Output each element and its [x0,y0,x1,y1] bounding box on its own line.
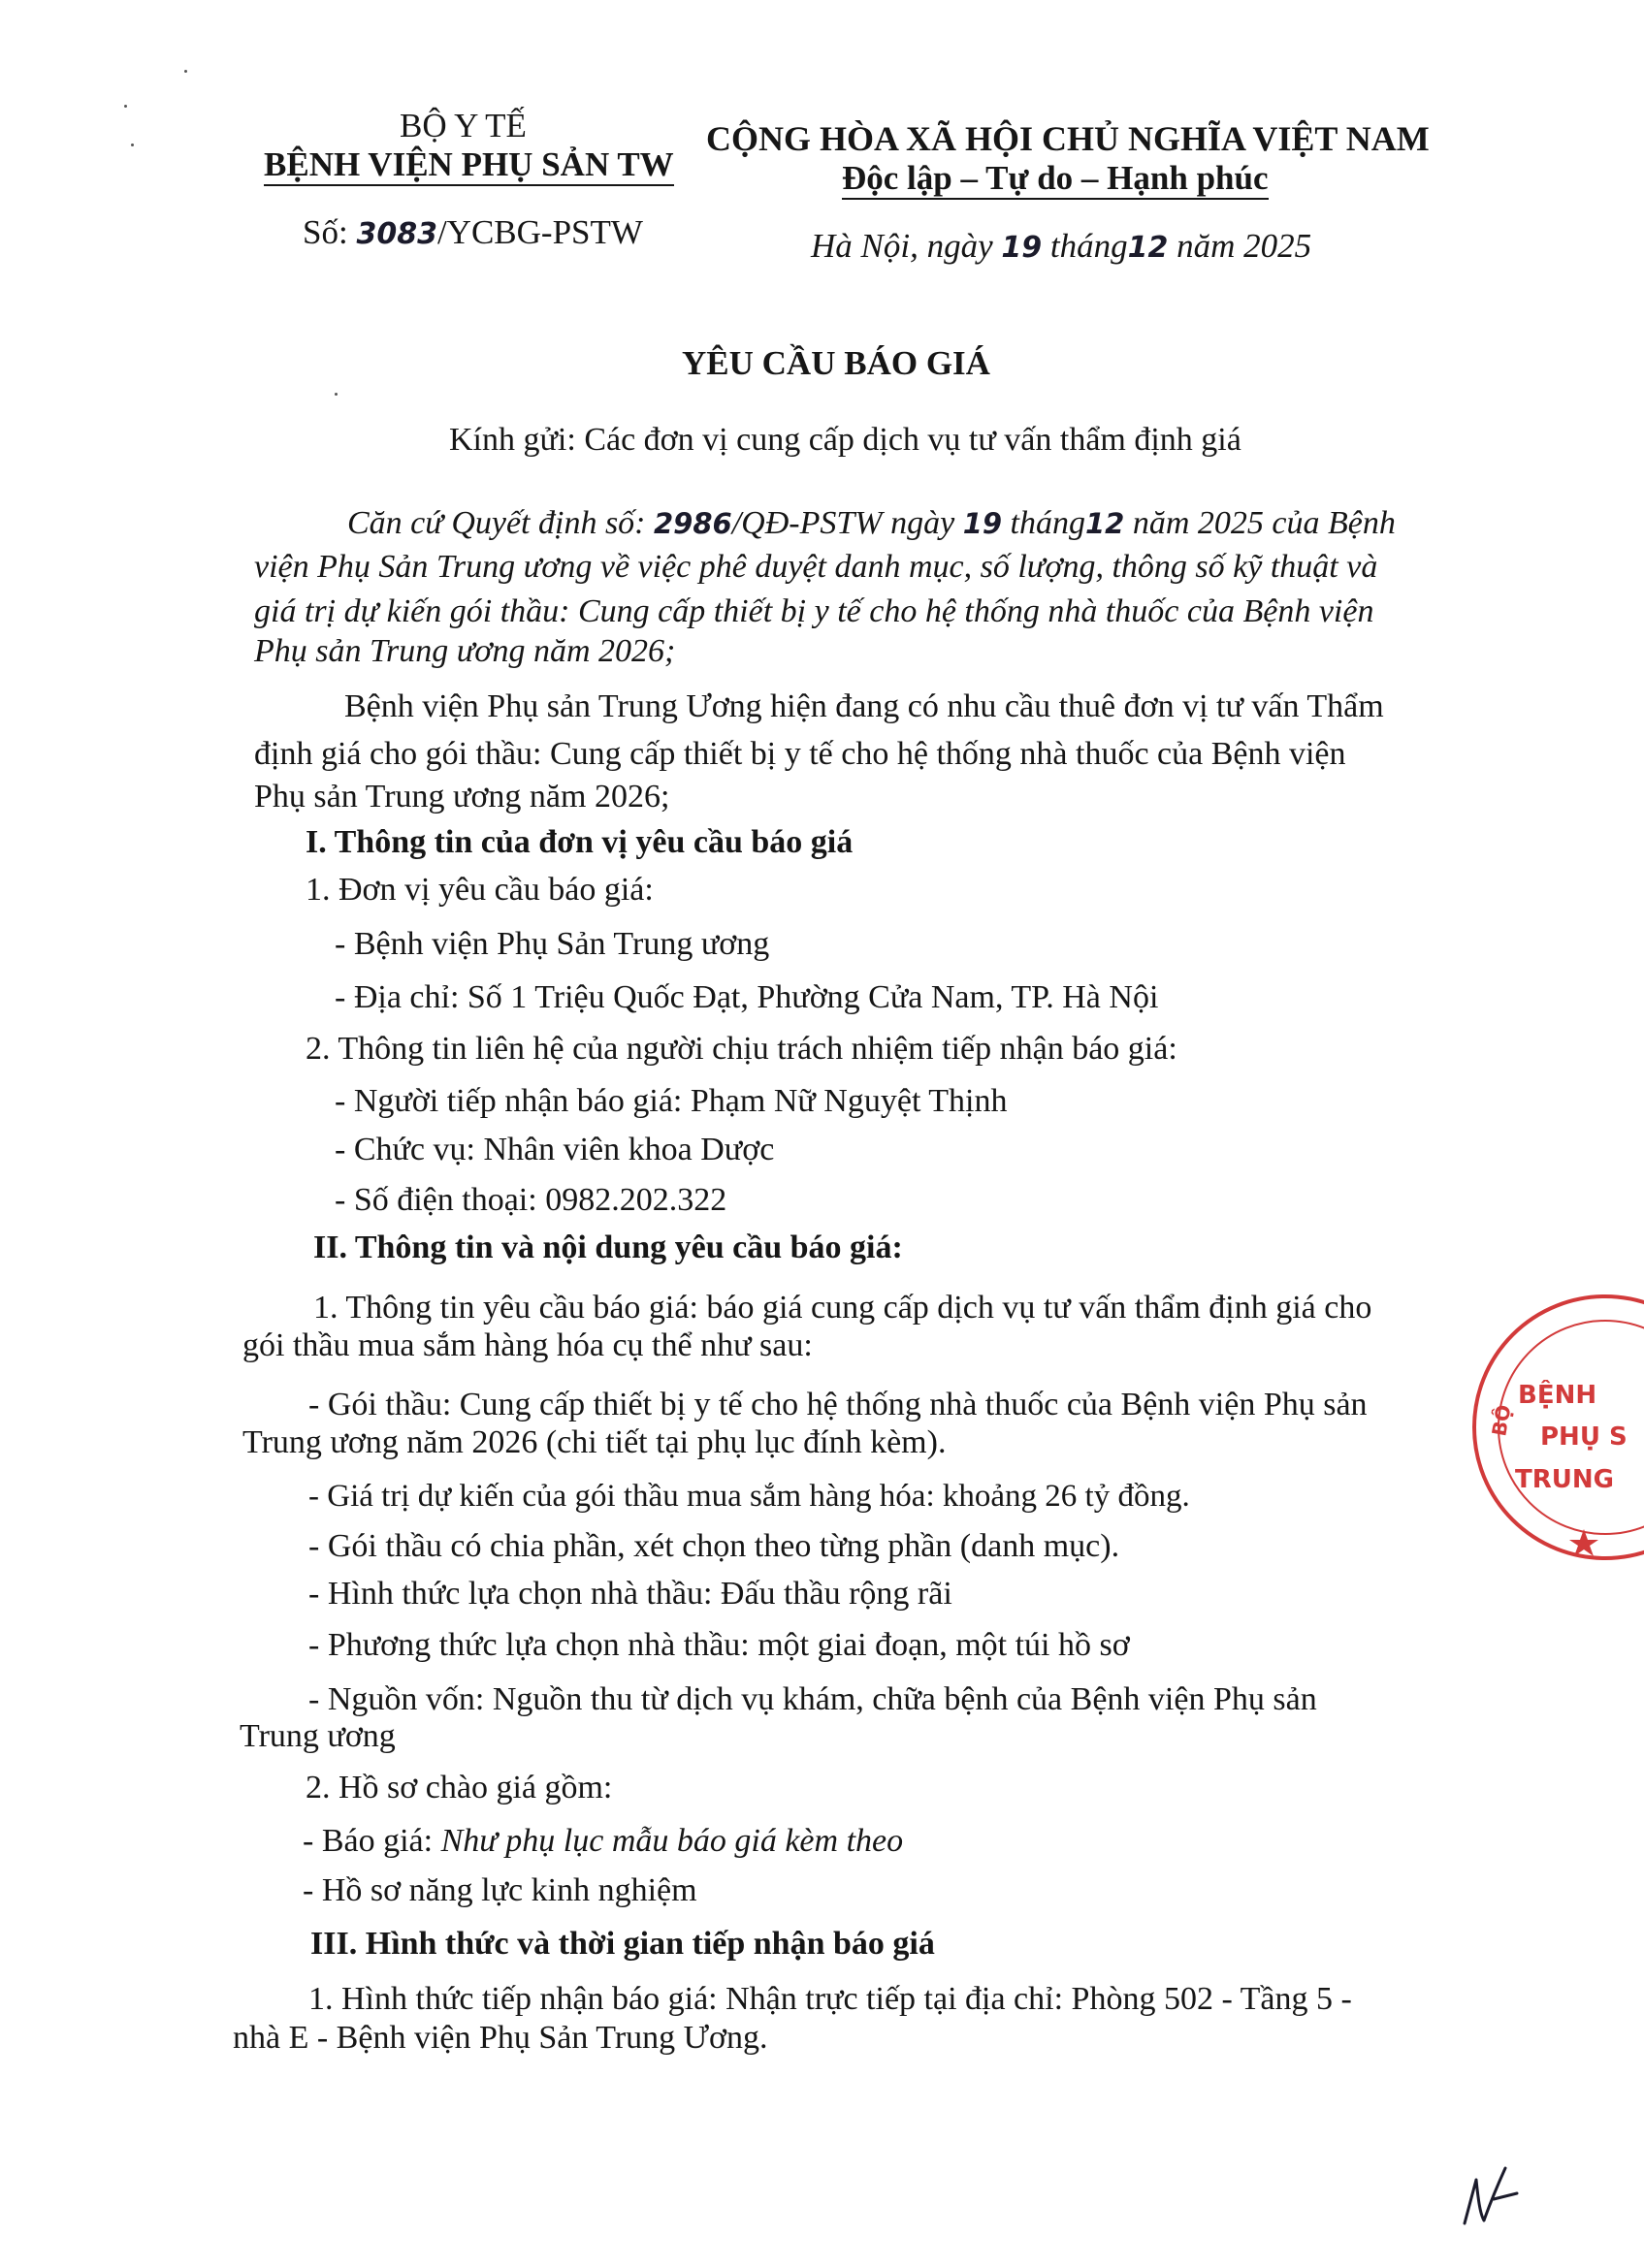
section-2-item-1-line-2: gói thầu mua sắm hàng hóa cụ thể như sau: [242,1327,813,1363]
section-3-item-1-line-2: nhà E - Bệnh viện Phụ Sản Trung Ương. [233,2020,768,2056]
initials-signature [1455,2160,1523,2233]
section-2-item-1-line-1: 1. Thông tin yêu cầu báo giá: báo giá cung cấp dịch vụ tư vấn thẩm định giá cho [313,1290,1372,1326]
selection-form: - Hình thức lựa chọn nhà thầu: Đấu thầu rộng rãi [308,1576,952,1612]
section-1-item-2b: - Chức vụ: Nhân viên khoa Dược [335,1132,775,1167]
intro-line-3: Phụ sản Trung ương năm 2026; [254,779,670,815]
section-1-item-2c: - Số điện thoại: 0982.202.322 [335,1182,727,1218]
section-1-heading: I. Thông tin của đơn vị yêu cầu báo giá [306,824,854,860]
basis-line-3: giá trị dự kiến gói thầu: Cung cấp thiết bị y tế cho hệ thống nhà thuốc của Bệnh viện [254,593,1374,629]
package-line-2: Trung ương năm 2026 (chi tiết tại phụ lục đính kèm). [242,1424,947,1460]
doc-no-suffix: /YCBG-PSTW [436,213,643,251]
section-1-item-2a: - Người tiếp nhận báo giá: Phạm Nữ Nguyệt Thịnh [335,1083,1008,1119]
basis-line-4: Phụ sản Trung ương năm 2026; [254,633,676,669]
scan-speck [131,144,134,146]
stamp-text-2: PHỤ S [1540,1422,1628,1452]
document-number [303,213,643,252]
recipient-line: Kính gửi: Các đơn vị cung cấp dịch vụ tư vấn thẩm định giá [449,422,1241,458]
section-1-item-1: 1. Đơn vị yêu cầu báo giá: [306,872,654,908]
basis-line-1 [347,502,1396,545]
basis-line-2: viện Phụ Sản Trung ương về việc phê duyệt danh mục, số lượng, thông số kỹ thuật và [254,549,1378,585]
place-date [811,227,1311,266]
section-1-item-1b: - Địa chỉ: Số 1 Triệu Quốc Đạt, Phường Cửa Nam, TP. Hà Nội [335,979,1159,1015]
decision-no: 2986 [654,507,732,540]
package-value: - Giá trị dự kiến của gói thầu mua sắm hàng hóa: khoảng 26 tỷ đồng. [308,1479,1190,1514]
section-1-item-2: 2. Thông tin liên hệ của người chịu trách nhiệm tiếp nhận báo giá: [306,1031,1177,1067]
date-prefix: Hà Nội, ngày [811,227,993,265]
intro-line-2: định giá cho gói thầu: Cung cấp thiết bị y tế cho hệ thống nhà thuốc của Bệnh viện [254,736,1346,772]
funding-line-1: - Nguồn vốn: Nguồn thu từ dịch vụ khám, chữa bệnh của Bệnh viện Phụ sản [308,1681,1317,1717]
national-motto: Độc lập – Tự do – Hạnh phúc [842,159,1269,200]
selection-method: - Phương thức lựa chọn nhà thầu: một giai đoạn, một túi hồ sơ [308,1627,1130,1663]
scan-speck [335,393,338,396]
section-1-item-1a: - Bệnh viện Phụ Sản Trung ương [335,926,770,962]
decision-day: 19 [962,507,1003,540]
ministry-name: BỘ Y TẾ [400,107,527,144]
decision-month: 12 [1085,507,1125,540]
package-parts: - Gói thầu có chia phần, xét chọn theo từng phần (danh mục). [308,1528,1120,1564]
funding-line-2: Trung ương [240,1718,396,1754]
scan-speck [184,70,187,73]
document-title: YÊU CẦU BÁO GIÁ [682,344,990,382]
doc-no-prefix: Số: [303,213,348,251]
date-day: 19 [1001,231,1043,265]
intro-line-1: Bệnh viện Phụ sản Trung Ương hiện đang có nhu cầu thuê đơn vị tư vấn Thẩm [344,688,1384,724]
date-month-label: tháng [1049,227,1128,265]
stamp-side-text: BỘ [1487,1402,1516,1438]
capacity-line: - Hồ sơ năng lực kinh nghiệm [303,1872,697,1908]
scan-speck [124,105,127,108]
quote-italic: Như phụ lục mẫu báo giá kèm theo [440,1823,904,1859]
basis-prefix: Căn cứ Quyết định số: [347,505,646,541]
quote-line [303,1820,903,1862]
package-line-1: - Gói thầu: Cung cấp thiết bị y tế cho hệ thống nhà thuốc của Bệnh viện Phụ sản [308,1387,1368,1422]
decision-rest: năm 2025 của Bệnh [1132,505,1396,541]
section-2-heading: II. Thông tin và nội dung yêu cầu báo giá: [313,1230,903,1265]
country-name: CỘNG HÒA XÃ HỘI CHỦ NGHĨA VIỆT NAM [706,119,1430,158]
hospital-name: BỆNH VIỆN PHỤ SẢN TW [264,145,674,186]
section-2-item-2: 2. Hồ sơ chào giá gồm: [306,1770,613,1805]
official-stamp [1460,1282,1644,1573]
quote-prefix: - Báo giá: [303,1823,434,1859]
stamp-text-3: TRUNG [1515,1465,1614,1494]
decision-suffix: /QĐ-PSTW ngày [731,505,955,541]
section-3-item-1-line-1: 1. Hình thức tiếp nhận báo giá: Nhận trực tiếp tại địa chỉ: Phòng 502 - Tầng 5 - [308,1981,1352,2017]
decision-month-label: tháng [1010,505,1085,541]
date-year: năm 2025 [1177,227,1312,265]
section-3-heading: III. Hình thức và thời gian tiếp nhận báo giá [310,1926,935,1962]
date-month: 12 [1127,231,1169,265]
stamp-text-1: BỆNH [1518,1381,1597,1410]
doc-no-handwritten: 3083 [356,217,437,251]
